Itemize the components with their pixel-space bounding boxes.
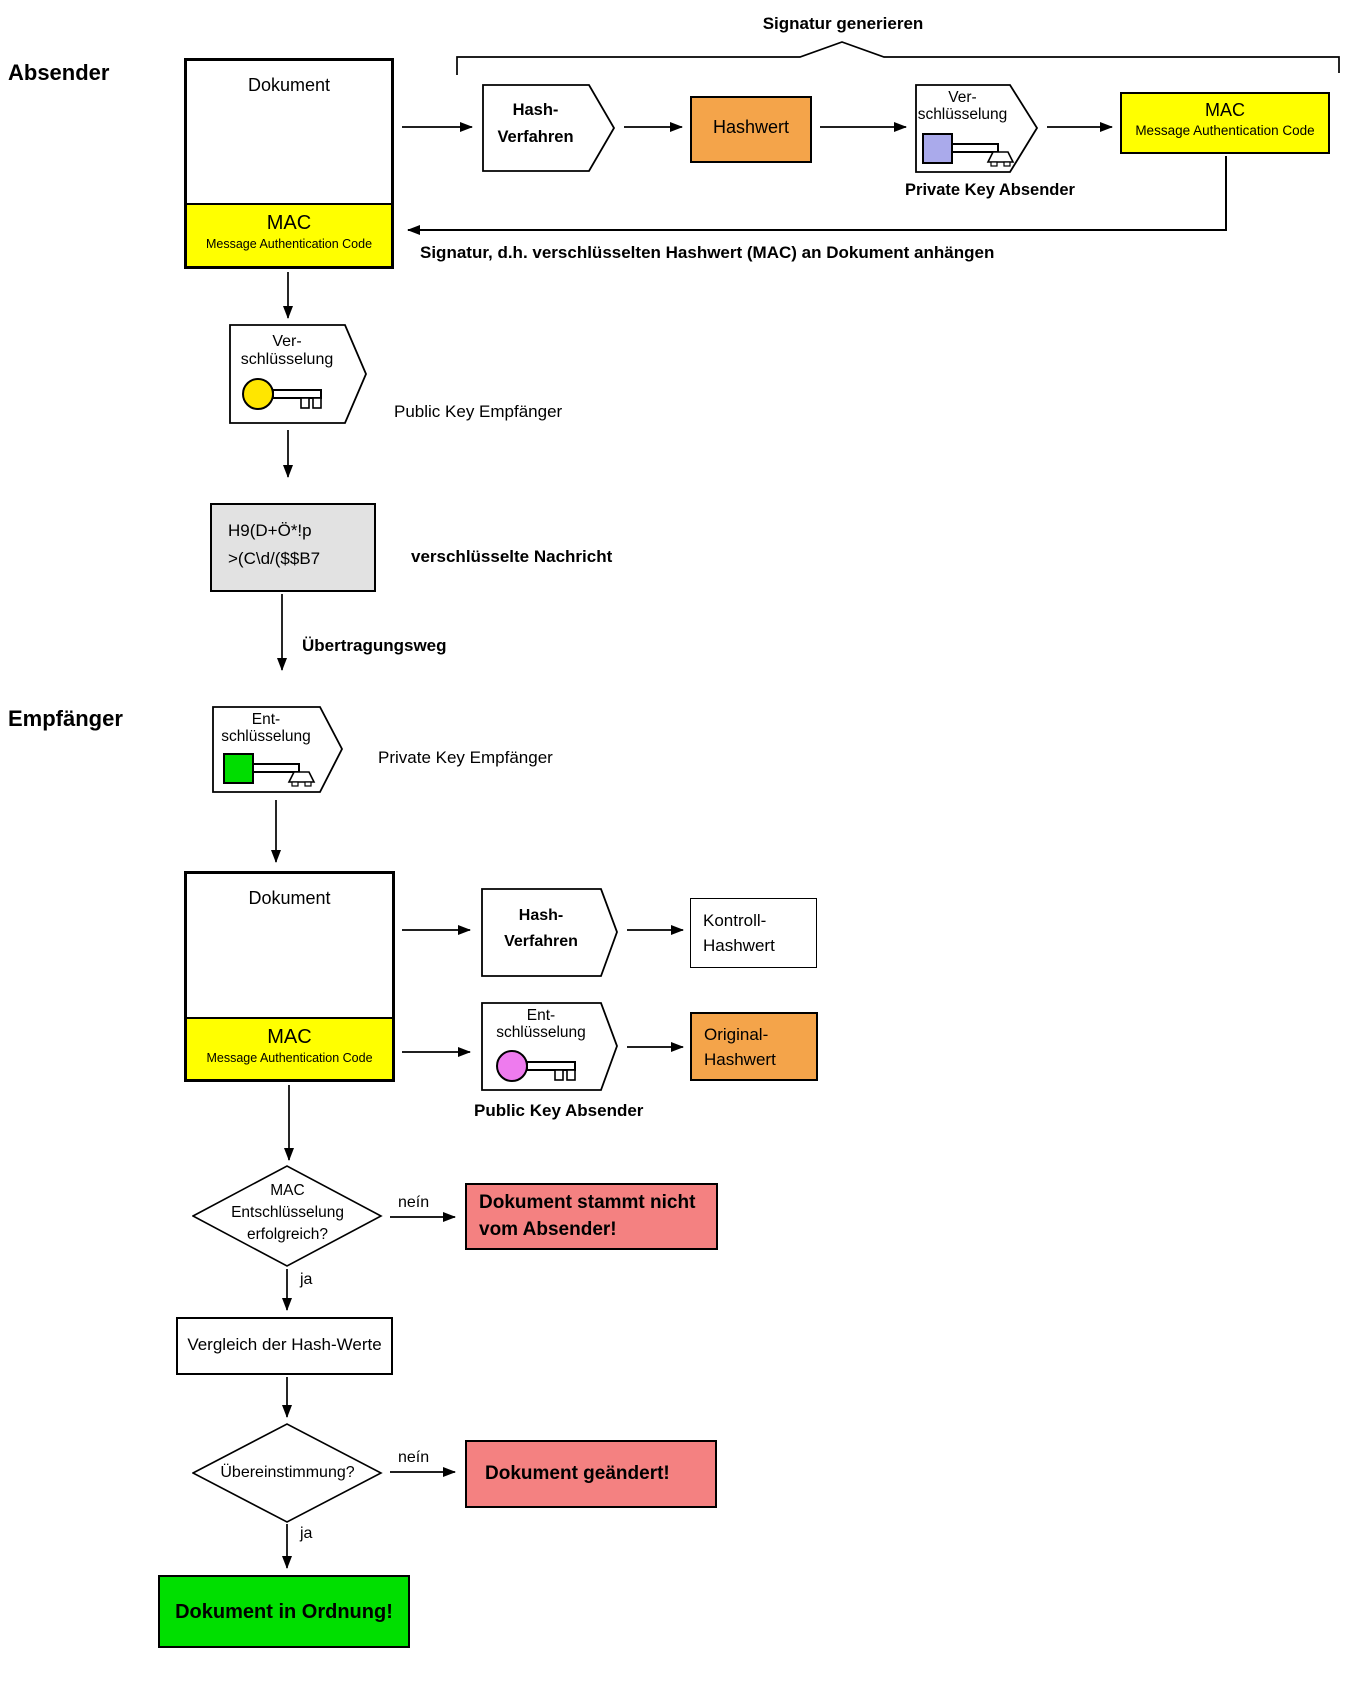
- decision-match-no-label: neín: [398, 1449, 430, 1466]
- private-key-empfaenger-label: Private Key Empfänger: [378, 748, 553, 767]
- sender-encrypt-step2-line1: Ver-: [272, 333, 302, 350]
- decision-match-yes-label: ja: [300, 1525, 313, 1542]
- sender-mac-box-subtitle: Message Authentication Code: [1135, 123, 1315, 138]
- kontroll-hashwert-line2: Hashwert: [703, 936, 775, 955]
- sender-document-mac-subtitle: Message Authentication Code: [205, 237, 373, 251]
- section-label-empfaenger: Empfänger: [8, 706, 123, 731]
- decision-mac-no-label: neín: [398, 1194, 430, 1211]
- public-key-absender-icon: [495, 1048, 595, 1086]
- signature-group-title: Signatur generieren: [762, 14, 924, 33]
- sender-hash-step-line2: Verfahren: [497, 128, 574, 146]
- sender-document-mac-title: MAC: [266, 212, 312, 234]
- receiver-hash-step-line2: Verfahren: [504, 933, 578, 950]
- kontroll-hashwert-line1: Kontroll-: [703, 911, 767, 930]
- public-key-empfaenger-label: Public Key Empfänger: [394, 402, 563, 421]
- original-hashwert-box: [690, 1012, 818, 1081]
- receiver-hash-step: [481, 888, 619, 977]
- sender-document-box: [184, 58, 394, 269]
- kontroll-hashwert-box: [690, 898, 817, 968]
- fail-document-changed-label: Dokument geändert!: [485, 1463, 670, 1484]
- document-ok-box: [158, 1575, 410, 1648]
- decision-mac-line3: erfolgreich?: [247, 1226, 328, 1243]
- private-key-absender-label: Private Key Absender: [905, 181, 1075, 199]
- sender-mac-box-title: MAC: [1205, 100, 1245, 120]
- public-key-empfaenger-icon: [241, 376, 341, 414]
- sender-encrypt-step2: [229, 324, 368, 424]
- private-key-empfaenger-icon: [222, 750, 322, 788]
- receiver-hash-step-line1: Hash-: [518, 907, 564, 924]
- fail-not-from-sender-box: [465, 1183, 718, 1250]
- compare-hash-label: Vergleich der Hash-Werte: [187, 1335, 382, 1354]
- receiver-document-title: Dokument: [248, 888, 331, 908]
- signature-group-bracket: [457, 42, 1339, 75]
- original-hashwert-line1: Original-: [704, 1025, 769, 1044]
- sender-hashwert-box: [690, 96, 812, 163]
- cipher-box: [210, 503, 376, 592]
- section-label-absender: Absender: [8, 60, 110, 85]
- receiver-decrypt-step1-line2: schlüsselung: [221, 728, 311, 745]
- receiver-decrypt-step1-line1: Ent-: [251, 711, 281, 728]
- sender-encrypt-step: [915, 84, 1039, 173]
- document-ok-label: Dokument in Ordnung!: [175, 1601, 393, 1623]
- sender-mac-box: [1120, 92, 1330, 154]
- fail-not-from-sender-line1: Dokument stammt nicht: [479, 1192, 696, 1213]
- sender-encrypt-step-line2: schlüsselung: [917, 106, 1008, 123]
- decision-uebereinstimmung: [192, 1423, 383, 1524]
- decision-mac-erfolgreich: [192, 1165, 383, 1268]
- cipher-caption: verschlüsselte Nachricht: [411, 547, 613, 566]
- fail-document-changed-box: [465, 1440, 717, 1508]
- cipher-line1: H9(D+Ö*!p: [228, 521, 312, 540]
- decision-uebereinstimmung-text: Übereinstimmung?: [220, 1464, 355, 1481]
- sender-encrypt-step-line1: Ver-: [948, 89, 977, 106]
- sender-document-title: Dokument: [247, 75, 331, 95]
- private-key-absender-icon: [921, 130, 1021, 168]
- sender-hash-step: [482, 84, 616, 172]
- receiver-document-mac-title: MAC: [267, 1026, 312, 1048]
- original-hashwert-line2: Hashwert: [704, 1050, 776, 1069]
- cipher-line2: >(C\d/($$B7: [228, 549, 321, 568]
- transmission-label: Übertragungsweg: [302, 636, 447, 655]
- receiver-decrypt-step1: [212, 706, 344, 793]
- receiver-document-mac-strip: [187, 1017, 392, 1079]
- receiver-document-box: [184, 871, 395, 1082]
- receiver-decrypt-step2: [481, 1002, 619, 1091]
- receiver-decrypt-step2-line1: Ent-: [526, 1007, 556, 1024]
- sender-document-mac-strip: [187, 203, 391, 266]
- public-key-absender-label: Public Key Absender: [474, 1101, 644, 1120]
- receiver-decrypt-step2-line2: schlüsselung: [496, 1024, 586, 1041]
- sender-hash-step-line1: Hash-: [512, 101, 559, 119]
- fail-not-from-sender-line2: vom Absender!: [479, 1219, 617, 1240]
- sender-encrypt-step2-line2: schlüsselung: [240, 351, 334, 368]
- receiver-document-mac-subtitle: Message Authentication Code: [206, 1051, 373, 1065]
- decision-mac-line1: MAC: [270, 1182, 305, 1199]
- sender-hashwert-label: Hashwert: [712, 117, 790, 137]
- append-signature-note: Signatur, d.h. verschlüsselten Hashwert (MAC) an Dokument anhängen: [420, 243, 995, 262]
- compare-hash-box: [176, 1317, 393, 1375]
- decision-mac-line2: Entschlüsselung: [231, 1204, 344, 1221]
- decision-mac-yes-label: ja: [300, 1271, 313, 1288]
